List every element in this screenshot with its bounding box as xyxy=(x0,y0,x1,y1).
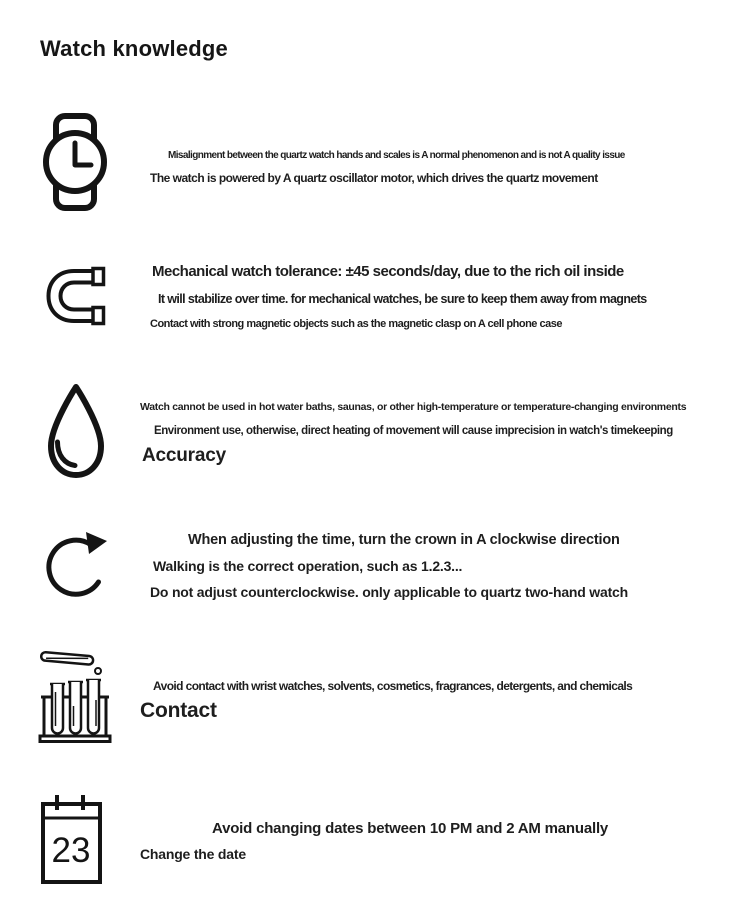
magnet-stabilize-note: It will stabilize over time. for mechanical watches, be sure to keep them away from magnets xyxy=(158,292,647,306)
crown-clockwise-note: When adjusting the time, turn the crown in A clockwise direction xyxy=(188,532,620,548)
chemicals-warning-note: Avoid contact with wrist watches, solvents, cosmetics, fragrances, detergents, and chemicals xyxy=(153,679,633,693)
test-tubes-icon xyxy=(38,648,112,745)
magnet-tolerance-heading: Mechanical watch tolerance: ±45 seconds/day, due to the rich oil inside xyxy=(152,263,624,280)
accuracy-label: Accuracy xyxy=(142,445,226,466)
calendar-day-number: 23 xyxy=(51,831,91,870)
magnet-contact-note: Contact with strong magnetic objects such as the magnetic clasp on A cell phone case xyxy=(150,318,562,330)
contact-label: Contact xyxy=(140,699,217,722)
water-drop-icon xyxy=(44,382,108,480)
change-date-label: Change the date xyxy=(140,846,246,862)
quartz-misalignment-note: Misalignment between the quartz watch hands and scales is A normal phenomenon and is not A quality issue xyxy=(168,150,625,161)
calendar-icon xyxy=(40,793,104,885)
rotate-clockwise-icon xyxy=(44,526,110,602)
quartz-movement-note: The watch is powered by A quartz oscillator motor, which drives the quartz movement xyxy=(150,171,598,185)
temperature-environment-note: Environment use, otherwise, direct heating of movement will cause imprecision in watch's timekeeping xyxy=(154,425,673,437)
watch-icon xyxy=(42,112,108,212)
page-title: Watch knowledge xyxy=(40,36,228,61)
temperature-warning-note: Watch cannot be used in hot water baths, saunas, or other high-temperature or temperature-changing environments xyxy=(140,401,687,413)
crown-walking-note: Walking is the correct operation, such as 1.2.3... xyxy=(153,558,463,574)
date-warning-note: Avoid changing dates between 10 PM and 2 AM manually xyxy=(212,820,609,837)
crown-counterclockwise-note: Do not adjust counterclockwise. only applicable to quartz two-hand watch xyxy=(150,584,628,600)
magnet-icon xyxy=(44,266,106,326)
